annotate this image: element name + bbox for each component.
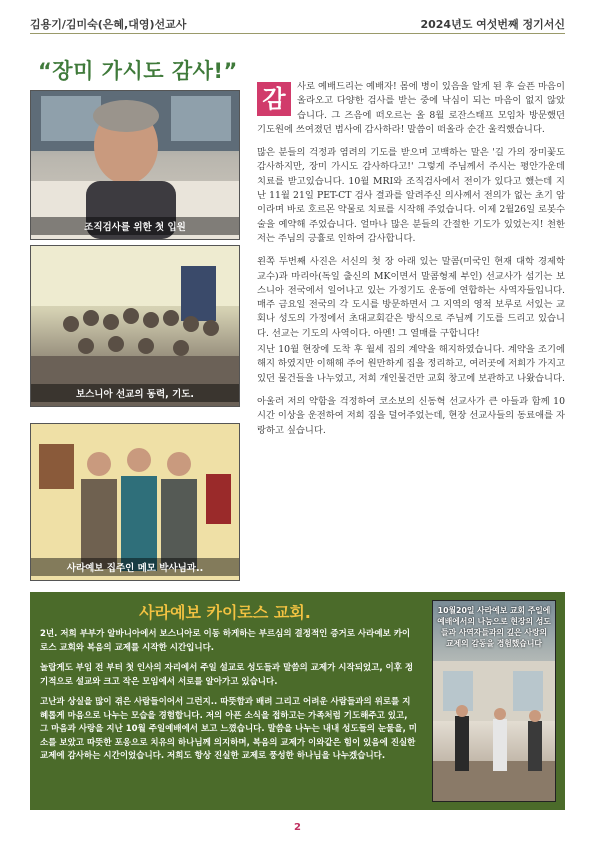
article-paragraph: 많은 분들의 걱정과 염려의 기도를 받으며 고백하는 말은 '길 가의 장미꽃도 감사하지만, 장미 가시도 감사하다고!' 그렇게 주님께서 주시는 평안가운데 치료를 받고있습니다. 10월 MRI와 조직검사에서 전이가 있다고 했는데 지난 11월 21일 PET-CT 검사 결과를 알려주신 의사께서 전의가 없는 초기 암이라며 바로 호르몬 약물로 치료를 시작해 주었습니다. 이제 2월26일 로봇수술을 예약해 주었습니다. 얼마나 많은 분들의 간절한 기도가 있었는지! 천한 저는 주님의 긍휼로 인하여 감사합니다. <box>257 147 565 244</box>
photo-caption: 조직검사를 위한 첫 입원 <box>31 217 239 235</box>
article-paragraph: 지난 10월 현장에 도착 후 월세 집의 계약을 해지하였습니다. 계약을 조기에 해지 하였지만 이해해 주어 원만하게 집을 정리하고, 여러곳에 저희가 가지고 있던 물건들을 나누었고, 저희 개인물건만 교회 창고에 보관하고 나왔습니다. <box>257 344 565 384</box>
prayer-group-illustration <box>31 246 239 406</box>
church-section-title: 사라예보 카이로스 교회. <box>139 603 311 622</box>
church-paragraph: 고난과 상실을 많이 겪은 사람들이어서 그런지.. 따뜻함과 배려 그리고 어려운 사람들과의 위로를 지혜롭게 마음으로 나누는 모습을 경험합니다. 저의 아픈 소식을 접하고는 가족처럼 기도해주고 있고, 그 마음과 사랑을 지난 10월 주일예배에서 보고 느꼈습니다. 말씀을 나누는 내내 성도들의 눈물을, 미소를 보았고 따뜻한 포옹으로 치유의 하나님께 의지하며, 복음의 교제가 이와같은 힘이 있음에 진실한 교제에 감사하는 시간이었습니다. 저희도 항상 진실한 교제로 풍성한 하나님을 나누겠습니다. <box>40 697 417 761</box>
church-paragraph: 2년. 저희 부부가 알바니아에서 보스니아로 이동 하게하는 부르심의 결정적인 증거로 사라예보 카이로스 교회와 복음의 교제를 시작한 시간입니다. <box>40 629 411 653</box>
church-photo-caption: 10월20일 사라예보 교회 주일에 예배에서의 나눔으로 현장의 성도들과 사역자들과의 깊은 사랑의 교제의 감동을 경험했습니다 <box>437 606 551 648</box>
article-paragraph-text: 사로 예배드리는 예배자! 몸에 병이 있음을 알게 된 후 슬픈 마음이 올라오고 다양한 검사를 받는 중에 낙심이 되는 마음이 없지 않았습니다. 그 즈음에 떠오르는 올 8월 로잔스태프 모임차 방문했던 기도원에 쓰여졌던 범사에 감사하라! 말씀이 떠올라 순간 울컥했습니다. <box>257 81 565 135</box>
church-section <box>30 592 565 810</box>
page-number: 2 <box>294 822 301 833</box>
church-section-body <box>40 628 418 771</box>
article-body <box>257 80 565 447</box>
drop-cap: 감 <box>257 82 291 116</box>
photo-landlord <box>30 423 240 581</box>
church-paragraph: 놀랍게도 부임 전 부터 첫 인사의 자리에서 주일 설교로 성도들과 말씀의 교제가 시작되었고, 이후 정기적으로 설교와 크고 작은 모임에서 서로를 알아가고 있습니다. <box>40 663 414 687</box>
photo-caption: 보스니아 선교의 동력, 기도. <box>31 384 239 402</box>
header-missionary-names: 김용기/김미숙(은혜,대영)선교사 <box>30 18 187 31</box>
church-worship-photo <box>432 600 556 802</box>
page-header <box>30 10 565 32</box>
article-paragraph <box>257 80 565 137</box>
article-paragraph: 아울러 저의 약함을 걱정하여 코소보의 신동혁 선교사가 큰 아들과 함께 10시간 이상을 운전하여 저희 짐을 덜어주었는데, 현장 선교사들의 동료애를 자랑하고 싶습니다. <box>257 395 565 436</box>
header-letter-info: 2024년도 여섯번째 정기서신 <box>420 18 565 31</box>
landlord-photo-illustration <box>31 424 239 580</box>
photo-prayer-group <box>30 245 240 407</box>
page-title: “장미 가시도 감사!” <box>38 59 238 83</box>
photo-caption: 사라예보 집주인 메모 박사님과.. <box>31 558 239 576</box>
header-divider <box>30 33 565 34</box>
article-paragraph: 왼쪽 두번째 사진은 서신의 첫 장 아래 있는 말콤(미국인 현재 대학 경제학 교수)과 마리아(독일 출신의 MK이면서 말콤형제 부인) 선교사가 섬기는 보스니아 전국에서 일어나고 있는 가정기도 운동에 연합하는 사역자들입니다. 매주 금요일 전국의 각 도시를 방문하면서 그 지역의 영적 보루로 서있는 교회나 성도의 가정에서 초대교회같은 방식으로 주님께 기도를 드리고 있습니다. 선교는 기도의 사역이다. 아멘! 그 열매를 구합니다! <box>257 256 565 339</box>
photo-hospital <box>30 90 240 240</box>
